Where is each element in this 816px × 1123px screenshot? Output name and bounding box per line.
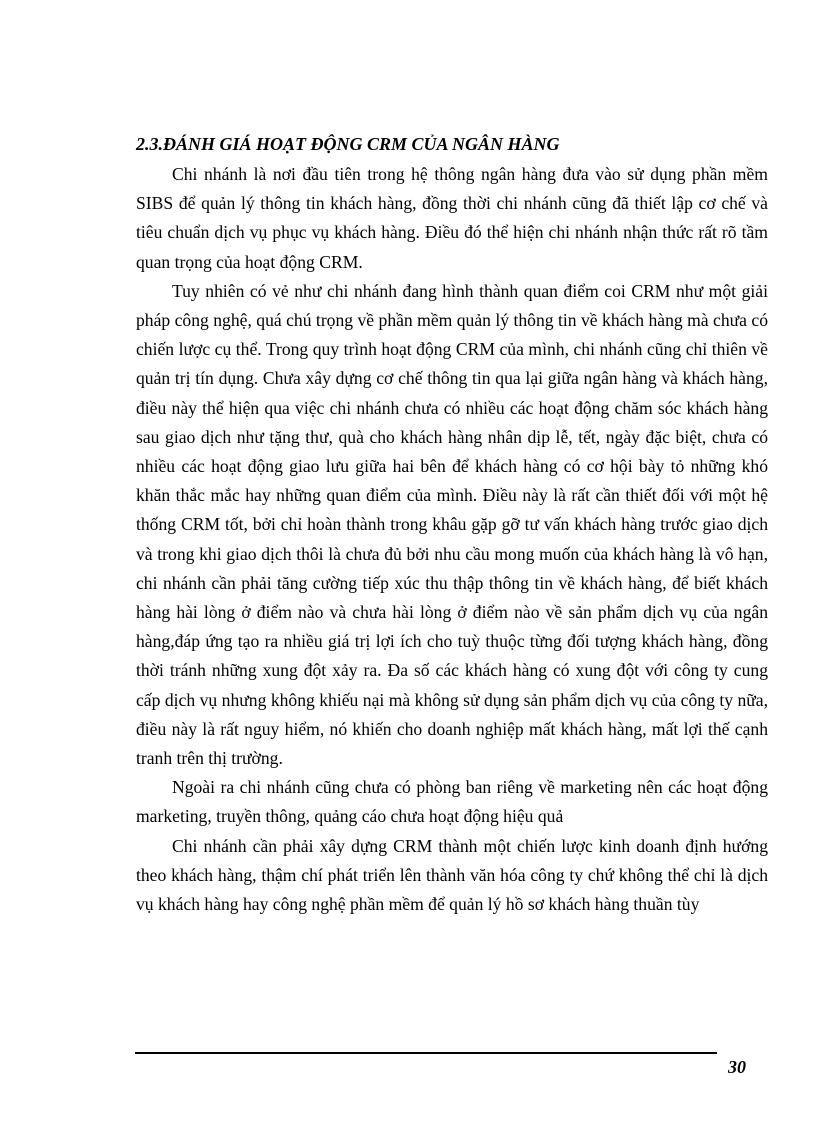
body-text (136, 160, 768, 919)
page-number: 30 (728, 1057, 746, 1077)
paragraph-2: Tuy nhiên có vẻ như chi nhánh đang hình thành quan điểm coi CRM như một giải pháp công nghệ, quá chú trọng về phần mềm quản lý thông tin về khách hàng mà chưa có chiến lược cụ thể. Trong quy trình hoạt động CRM của mình, chi nhánh cũng chỉ thiên về quản trị tín dụng. Chưa xây dựng cơ chế thông tin qua lại giữa ngân hàng và khách hàng, điều này thể hiện qua việc chi nhánh chưa có nhiều các hoạt động chăm sóc khách hàng sau giao dịch như tặng thư, quà cho khách hàng nhân dịp lễ, tết, ngày đặc biệt, chưa có nhiều các hoạt động giao lưu giữa hai bên để khách hàng có cơ hội bày tỏ những khó khăn thắc mắc hay những quan điểm của mình. Điều này là rất cần thiết đối với một hệ thống CRM tốt, bởi chỉ hoàn thành trong khâu gặp gỡ tư vấn khách hàng trước giao dịch và trong khi giao dịch thôi là chưa đủ bởi nhu cầu mong muốn của khách hàng là vô hạn, chi nhánh cần phải tăng cường tiếp xúc thu thập thông tin về khách hàng, để biết khách hàng hài lòng ở điểm nào và chưa hài lòng ở điểm nào về sản phẩm dịch vụ của ngân hàng,đáp ứng tạo ra nhiều giá trị lợi ích cho tuỳ thuộc từng đối tượng khách hàng, đồng thời tránh những xung đột xảy ra. Đa số các khách hàng có xung đột với công ty cung cấp dịch vụ nhưng không khiếu nại mà không sử dụng sản phẩm dịch vụ của công ty nữa, điều này là rất nguy hiểm, nó khiến cho doanh nghiệp mất khách hàng, mất lợi thế cạnh tranh trên thị trường. (136, 280, 768, 769)
footer-divider (135, 1052, 717, 1054)
paragraph-4: Chi nhánh cần phải xây dựng CRM thành một chiến lược kinh doanh định hướng theo khách hàng, thậm chí phát triển lên thành văn hóa công ty chứ không thể chỉ là dịch vụ khách hàng hay công nghệ phần mềm để quản lý hồ sơ khách hàng thuần tùy (136, 835, 768, 915)
paragraph-1: Chi nhánh là nơi đầu tiên trong hệ thông ngân hàng đưa vào sử dụng phần mềm SIBS để quản lý thông tin khách hàng, đồng thời chi nhánh cũng đã thiết lập cơ chế và tiêu chuẩn dịch vụ phục vụ khách hàng. Điều đó thể hiện chi nhánh nhận thức rất rõ tầm quan trọng của hoạt động CRM. (136, 164, 768, 272)
paragraph-3: Ngoài ra chi nhánh cũng chưa có phòng ban riêng về marketing nên các hoạt động marketing, truyền thông, quảng cáo chưa hoạt động hiệu quả (136, 777, 768, 827)
section-heading: 2.3.ĐÁNH GIÁ HOẠT ĐỘNG CRM CỦA NGÂN HÀNG (136, 134, 560, 154)
